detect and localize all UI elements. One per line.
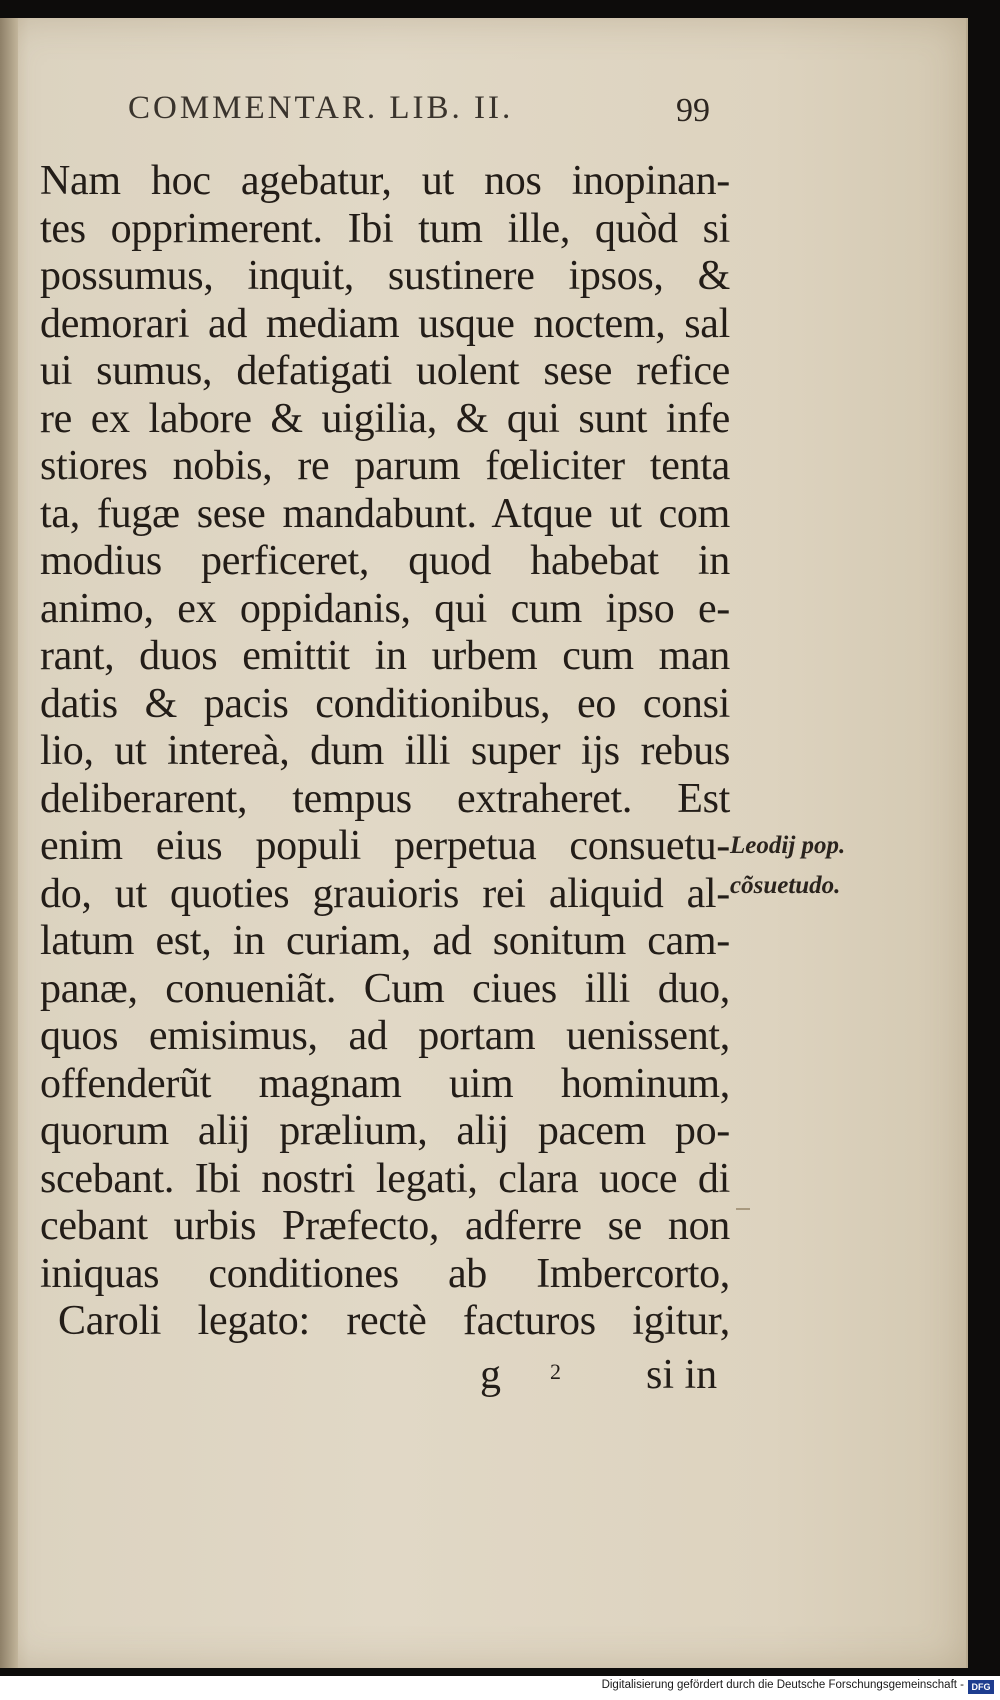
catchword: si in <box>646 1352 718 1398</box>
text-line: deliberarent, tempus extraheret. Est <box>40 775 730 822</box>
text-line: scebant. Ibi nostri legati, clara uoce di <box>40 1155 730 1202</box>
text-line: Nam hoc agebatur, ut nos inopinan- <box>40 158 730 204</box>
text-line: enim eius populi perpetua consuetu- <box>40 823 730 869</box>
text-line: lio, ut intereà, dum illi super ijs rebus <box>40 728 730 774</box>
marginal-note <box>730 826 920 906</box>
text-line: re ex labore & uigilia, & qui sunt infe <box>40 395 730 442</box>
page-number: 99 <box>676 92 710 129</box>
dfg-logo-icon: DFG <box>968 1680 994 1694</box>
marginal-note-line: Leodij pop. <box>730 832 846 859</box>
text-line: stiores nobis, re parum fœliciter tenta <box>40 443 730 489</box>
body-text <box>40 158 730 1346</box>
text-line: tes opprimerent. Ibi tum ille, quòd si <box>40 205 730 252</box>
text-line: offenderũt magnam uim hominum, <box>40 1060 730 1107</box>
text-line: panæ, conueniãt. Cum ciues illi duo, <box>40 965 730 1012</box>
text-line: possumus, inquit, sustinere ipsos, & <box>40 253 730 299</box>
footer-band <box>0 1676 1000 1700</box>
funding-credit: Digitalisierung gefördert durch die Deutsche Forschungsgemeinschaft - <box>601 1679 964 1691</box>
text-line: demorari ad mediam usque noctem, sal <box>40 300 730 347</box>
text-line: datis & pacis conditionibus, eo consi <box>40 680 730 727</box>
book-page <box>0 18 968 1668</box>
running-head: COMMENTAR. LIB. II. <box>128 90 514 126</box>
text-line: modius perficeret, quod habebat in <box>40 538 730 584</box>
text-line: quorum alij prælium, alij pacem po- <box>40 1108 730 1154</box>
margin-mark <box>736 1208 750 1210</box>
text-line: latum est, in curiam, ad sonitum cam- <box>40 918 730 964</box>
text-line: ta, fugæ sese mandabunt. Atque ut com <box>40 490 730 537</box>
text-line: cebant urbis Præfecto, adferre se non <box>40 1203 730 1249</box>
text-line: do, ut quoties grauioris rei aliquid al- <box>40 870 730 917</box>
signature-mark: g <box>480 1352 501 1398</box>
text-line: Caroli legato: rectè facturos igitur, <box>58 1298 730 1344</box>
text-line: ui sumus, defatigati uolent sese refice <box>40 348 730 394</box>
text-line: rant, duos emittit in urbem cum man <box>40 633 730 679</box>
text-line: quos emisimus, ad portam uenissent, <box>40 1013 730 1059</box>
signature-number: 2 <box>550 1359 561 1384</box>
text-line: iniquas conditiones ab Imbercorto, <box>40 1250 730 1297</box>
text-line: animo, ex oppidanis, qui cum ipso e- <box>40 585 730 632</box>
marginal-note-line: cõsuetudo. <box>730 872 841 899</box>
